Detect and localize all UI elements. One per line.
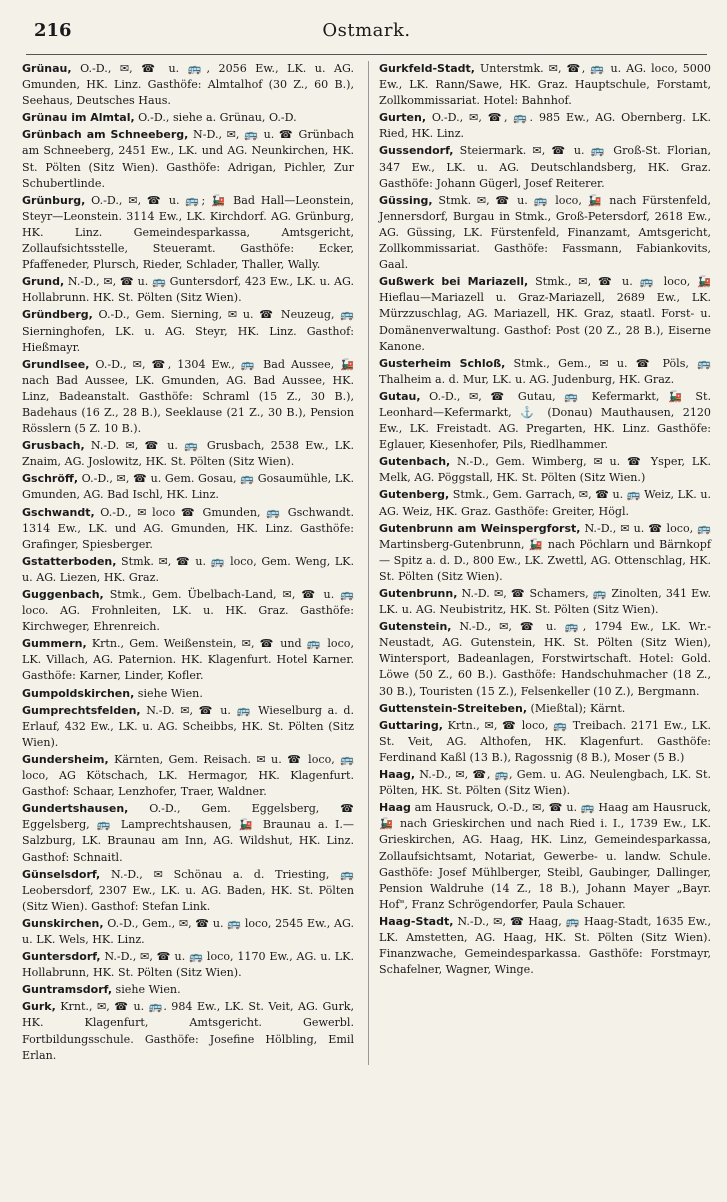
entry-name: Gusterheim Schloß,: [379, 356, 506, 370]
gazetteer-entry: [22, 587, 354, 635]
entry-text: Stmk., ✉, ☎ u. 🚌 loco, 🚂 Hieflau—Mariazell u. Graz-Mariazell, 2689 Ew., LK. Mürzzuschlag, AG. Mariazell, HK. Graz, staatl. Forst- u. Domänenverwaltung. Gasthof: Post (20 Z., 28 B.), Eiserne Kanone.: [379, 275, 712, 353]
gazetteer-entry: [379, 389, 711, 453]
entry-text: Stmk., Gem., ✉ u. ☎ Pöls, 🚌 Thalheim a. d. Mur, LK. u. AG. Judenburg, HK. Graz.: [379, 356, 711, 386]
entry-name: Gutau,: [379, 389, 421, 403]
entry-name: Gutenbach,: [379, 455, 451, 469]
gazetteer-entry: [379, 586, 711, 618]
gazetteer-entry: [22, 554, 354, 586]
gazetteer-entry: [379, 619, 711, 699]
entry-text: N.-D., ✉ u. ☎ loco, 🚌 Martinsberg-Gutenbrunn, 🚂 nach Pöchlarn und Bärnkopf — Spitz a. d. D., 800 Ew., LK. Zwettl, AG. Ottenschlag, HK. St. Pölten (Sitz Wien).: [379, 521, 711, 583]
entry-text: N.-D. ✉, ☎ u. 🚌 Grusbach, 2538 Ew., LK. Znaim, AG. Joslowitz, HK. St. Pölten (Sitz Wien).: [22, 439, 354, 469]
entry-text: N.-D., ✉, ☎ u. 🚌, 1794 Ew., LK. Wr.-Neustadt, AG. Gutenstein, HK. St. Pölten (Sitz Wien), Wintersport, Badeanlagen, Forstwirtschaft. Hotel: Gold. Löwe (50 Z., 60 B.). Gasthöfe: Handschuhmacher (18 Z., 30 B.), Touristen (15 Z.), Felsenkeller (10 Z.), Bergmann.: [379, 620, 711, 698]
entry-name: Haag,: [379, 768, 416, 782]
gazetteer-entry: [22, 916, 354, 948]
entry-name: Gunskirchen,: [22, 916, 104, 930]
entry-name: Grusbach,: [22, 439, 85, 453]
gazetteer-entry: [22, 357, 354, 437]
entry-name: Gschwandt,: [22, 505, 95, 519]
entry-name: Grünbach am Schneeberg,: [22, 128, 189, 142]
entry-text: O.-D., ✉, ☎, 1304 Ew., 🚌 Bad Aussee, 🚂 nach Bad Aussee, LK. Gmunden, AG. Bad Aussee, HK. Linz, Badeanstalt. Gasthöfe: Schraml (15 Z., 30 B.), Badehaus (16 Z., 28 B.), Seeklause (21 Z., 30 B.), Pension Rösslern (5 Z. 10 B.).: [22, 357, 354, 436]
entry-name: Grünau,: [22, 62, 72, 75]
entry-name: Gundersheim,: [22, 752, 109, 766]
right-column: [368, 61, 711, 1065]
gazetteer-entry: [379, 356, 711, 388]
entry-text: Stmk., Gem. Garrach, ✉, ☎ u. 🚌 Weiz, LK. u. AG. Weiz, HK. Graz. Gasthöfe: Greiter, Högl.: [379, 488, 711, 518]
gazetteer-entry: [22, 867, 354, 915]
entry-text: siehe Wien.: [134, 686, 203, 700]
entry-name: Gumprechtsfelden,: [22, 703, 141, 717]
entry-text: N.-D., ✉, ☎, 🚌, Gem. u. AG. Neulengbach, LK. St. Pölten, HK. St. Pölten (Sitz Wien).: [379, 768, 711, 798]
gazetteer-entry: [379, 274, 711, 354]
gazetteer-entry: [379, 521, 711, 585]
entry-text: O.-D., Gem., ✉, ☎ u. 🚌 loco, 2545 Ew., AG. u. LK. Wels, HK. Linz.: [22, 916, 354, 946]
entry-name: Guttenstein-Streiteben,: [379, 701, 528, 715]
entry-text: O.-D., Gem. Eggelsberg, ☎ Eggelsberg, 🚌 Lamprechtshausen, 🚂 Braunau a. I.—Salzburg, LK. Braunau am Inn, AG. Wildshut, HK. Linz. Gasthof: Schnaitl.: [22, 802, 354, 864]
gazetteer-entry: [22, 110, 354, 126]
entry-name: Gutenstein,: [379, 620, 452, 634]
entry-text: O.-D., Gem. Sierning, ✉ u. ☎ Neuzeug, 🚌 Sierninghofen, LK. u. AG. Steyr, HK. Linz. Gasthof: Hießmayr.: [22, 308, 354, 354]
entry-text: O.-D., ✉, ☎, 🚌. 985 Ew., AG. Obernberg. LK. Ried, HK. Linz.: [379, 111, 711, 141]
entry-text: O.-D., ✉, ☎ u. Gem. Gosau, 🚌 Gosaumühle, LK. Gmunden, AG. Bad Ischl, HK. Linz.: [22, 472, 354, 502]
entry-name: Grünau im Almtal,: [22, 111, 135, 125]
gazetteer-entry: [22, 127, 354, 191]
entry-name: Grünburg,: [22, 193, 86, 207]
gazetteer-entry: [22, 438, 354, 470]
entry-name: Gumpoldskirchen,: [22, 686, 135, 700]
entry-name: Gurkfeld-Stadt,: [379, 62, 475, 75]
columns: [22, 61, 711, 1065]
entry-name: Gründberg,: [22, 308, 93, 322]
left-column: [22, 61, 354, 1065]
entry-text: N.-D., ✉ Schönau a. d. Triesting, 🚌 Leobersdorf, 2307 Ew., LK. u. AG. Baden, HK. St. Pölten (Sitz Wien). Gasthof: Stefan Link.: [22, 867, 354, 913]
entry-text: N.-D. ✉, ☎ Schamers, 🚌 Zinolten, 341 Ew. LK. u. AG. Neubistritz, HK. St. Pölten (Sitz Wien).: [379, 587, 711, 617]
entry-name: Gußwerk bei Mariazell,: [379, 275, 529, 289]
gazetteer-entry: [379, 800, 711, 913]
entry-text: Stmk. ✉, ☎ u. 🚌 loco, Gem. Weng, LK. u. AG. Liezen, HK. Graz.: [22, 554, 354, 584]
entry-text: O.-D., ✉, ☎ u. 🚌, 2056 Ew., LK. u. AG. Gmunden, HK. Linz. Gasthöfe: Almtalhof (30 Z., 60 B.), Seehaus, Deutsches Haus.: [22, 62, 354, 108]
entry-name: Gutenbrunn am Weinspergforst,: [379, 521, 581, 535]
gazetteer-entry: [22, 686, 354, 702]
page-number: 216: [34, 20, 72, 41]
entry-text: N.-D., ✉, ☎ u. 🚌 Guntersdorf, 423 Ew., LK. u. AG. Hollabrunn. HK. St. Pölten (Sitz Wien).: [22, 275, 354, 305]
entry-text: am Hausruck, O.-D., ✉, ☎ u. 🚌 Haag am Hausruck, 🚂 nach Grieskirchen und nach Ried i. I., 1739 Ew., LK. Grieskirchen, AG. Haag, HK. Linz, Gemeindesparkassa, Zollaufsichtsamt, Notariat, Gewerbe- u. landw. Schule. Gasthöfe: Josef Mühlberger, Steibl, Gaubinger, Dallinger, Pension Waldruhe (14 Z., 18 B.), Johann Mayer „Bayr. Hof", Franz Schrögendorfer, Paula Schauer.: [379, 801, 711, 911]
page-header: [22, 14, 711, 54]
entry-text: Stmk. ✉, ☎ u. 🚌 loco, 🚂 nach Fürstenfeld, Jennersdorf, Burgau in Stmk., Groß-Petersdorf, 2618 Ew., AG. Güssing, LK. Fürstenfeld, Finanzamt, Amtsgericht, Zollkommissariat. Gasthöfe: Fassmann, Fabiankovits, Gaal.: [379, 193, 711, 272]
entry-text: (Mießtal); Kärnt.: [527, 701, 626, 715]
entry-text: N.-D., ✉, ☎ u. 🚌 loco, 1170 Ew., AG. u. LK. Hollabrunn, HK. St. Pölten (Sitz Wien).: [22, 950, 354, 980]
entry-name: Grund,: [22, 275, 65, 289]
entry-text: Steiermark. ✉, ☎ u. 🚌 Groß-St. Florian, 347 Ew., LK. u. AG. Deutschlandsberg, HK. Graz. Gasthöfe: Johann Gügerl, Josef Reiterer.: [379, 144, 711, 190]
gazetteer-entry: [22, 193, 354, 273]
entry-name: Gutenberg,: [379, 488, 450, 502]
entry-text: N.-D., ✉, ☎ Haag, 🚌 Haag-Stadt, 1635 Ew., LK. Amstetten, AG. Haag, HK. St. Pölten (Sitz Wien). Finanzwache, Gemeindesparkassa. Gasthöfe: Forstmayr, Schafelner, Wagner, Winge.: [379, 914, 711, 977]
gazetteer-entry: [22, 307, 354, 355]
entry-text: O.-D., ✉, ☎ u. 🚌; 🚂 Bad Hall—Leonstein, Steyr—Leonstein. 3114 Ew., LK. Kirchdorf. AG. Grünburg, HK. Linz. Gemeindesparkassa, Amtsgericht, Zollaufsichtsstelle, Steueramt. Gasthöfe: Ecker, Pfaffeneder, Plursch, Rieder, Schlader, Thaller, Wally.: [22, 193, 354, 272]
entry-text: N.-D., Gem. Wimberg, ✉ u. ☎ Ysper, LK. Melk, AG. Pöggstall, HK. St. Pölten (Sitz Wien.): [379, 455, 711, 485]
gazetteer-entry: [379, 487, 711, 519]
gazetteer-entry: [22, 801, 354, 865]
entry-name: Haag: [379, 801, 411, 815]
gazetteer-entry: [22, 703, 354, 751]
entry-name: Guntersdorf,: [22, 950, 101, 964]
entry-name: Gussendorf,: [379, 144, 454, 158]
gazetteer-entry: [22, 274, 354, 306]
entry-name: Guttaring,: [379, 718, 443, 732]
entry-name: Gummern,: [22, 637, 87, 651]
gazetteer-entry: [379, 718, 711, 766]
entry-text: O.-D., ✉ loco ☎ Gmunden, 🚌 Gschwandt. 1314 Ew., LK. und AG. Gmunden, HK. Linz. Gasthöfe: Grafinger, Spiesberger.: [22, 505, 354, 551]
page-title: Ostmark.: [322, 20, 411, 41]
gazetteer-entry: [22, 999, 354, 1063]
entry-text: Kärnten, Gem. Reisach. ✉ u. ☎ loco, 🚌 loco, AG Kötschach, LK. Hermagor, HK. Klagenfurt. Gasthof: Schaar, Lenzhofer, Traer, Waldner.: [22, 752, 354, 799]
gazetteer-entry: [22, 752, 354, 800]
entry-name: Gundertshausen,: [22, 802, 129, 816]
gazetteer-entry: [22, 636, 354, 684]
header-divider: [26, 54, 707, 55]
gazetteer-entry: [22, 471, 354, 503]
entry-name: Gurten,: [379, 111, 427, 125]
gazetteer-entry: [379, 193, 711, 273]
entry-text: Unterstmk. ✉, ☎, 🚌 u. AG. loco, 5000 Ew., LK. Rann/Sawe, HK. Graz. Hauptschule, Forstamt, Zollkommissariat. Hotel: Bahnhof.: [379, 62, 711, 108]
entry-name: Grundlsee,: [22, 357, 90, 371]
entry-text: siehe Wien.: [112, 983, 181, 997]
entry-name: Gutenbrunn,: [379, 587, 458, 600]
entry-text: N-D., ✉, 🚌 u. ☎ Grünbach am Schneeberg, 2451 Ew., LK. und AG. Neunkirchen, HK. St. Pölten (Sitz Wien). Gasthöfe: Adrigan, Pichler, Zur Schubertlinde.: [22, 128, 354, 190]
gazetteer-entry: [22, 982, 354, 998]
entry-text: Krtn., ✉, ☎ loco, 🚌 Treibach. 2171 Ew., LK. St. Veit, AG. Althofen, HK. Klagenfurt. Gasthöfe: Ferdinand Kaßl (13 B.), Ragossnig (8 B.), Moser (5 B.): [379, 718, 711, 764]
entry-text: O.-D., ✉, ☎ Gutau, 🚌 Kefermarkt, 🚂 St. Leonhard—Kefermarkt, ⚓ (Donau) Mauthausen, 2120 Ew., LK. Freistadt. AG. Pregarten, HK. Linz. Gasthöfe: Eglauer, Kiesenhofer, Pils, Riedlhammer.: [379, 389, 711, 452]
entry-name: Gschröff,: [22, 472, 78, 486]
entry-name: Guggenbach,: [22, 588, 104, 601]
entry-text: Krtn., Gem. Weißenstein, ✉, ☎ und 🚌 loco, LK. Villach, AG. Paternion. HK. Klagenfurt. Hotel Karner. Gasthöfe: Karner, Linder, Kofler.: [22, 637, 354, 683]
gazetteer-entry: [379, 914, 711, 978]
gazetteer-entry: [22, 505, 354, 553]
gazetteer-entry: [379, 61, 711, 109]
gazetteer-entry: [379, 143, 711, 191]
gazetteer-entry: [22, 949, 354, 981]
entry-name: Güssing,: [379, 193, 433, 207]
gazetteer-entry: [379, 767, 711, 799]
gazetteer-entry: [379, 454, 711, 486]
entry-name: Gstatterboden,: [22, 554, 117, 568]
entry-name: Guntramsdorf,: [22, 983, 113, 997]
entry-text: Stmk., Gem. Übelbach-Land, ✉, ☎ u. 🚌 loco. AG. Frohnleiten, LK. u. HK. Graz. Gasthöfe: Kirchweger, Ehrenreich.: [22, 588, 354, 634]
entry-name: Gurk,: [22, 1000, 56, 1014]
gazetteer-entry: [22, 61, 354, 109]
entry-text: N.-D. ✉, ☎ u. 🚌 Wieselburg a. d. Erlauf, 432 Ew., LK. u. AG. Scheibbs, HK. St. Pölten (Sitz Wien).: [22, 703, 354, 749]
entry-name: Günselsdorf,: [22, 867, 101, 881]
gazetteer-entry: [379, 110, 711, 142]
entry-text: Krnt., ✉, ☎ u. 🚌. 984 Ew., LK. St. Veit, AG. Gurk, HK. Klagenfurt, Amtsgericht. Gewerbl. Fortbildungsschule. Gasthöfe: Josefine Hölbling, Emil Erlan.: [22, 1000, 354, 1062]
entry-text: O.-D., siehe a. Grünau, O.-D.: [134, 111, 297, 125]
entry-name: Haag-Stadt,: [379, 914, 454, 928]
gazetteer-entry: [379, 701, 711, 717]
